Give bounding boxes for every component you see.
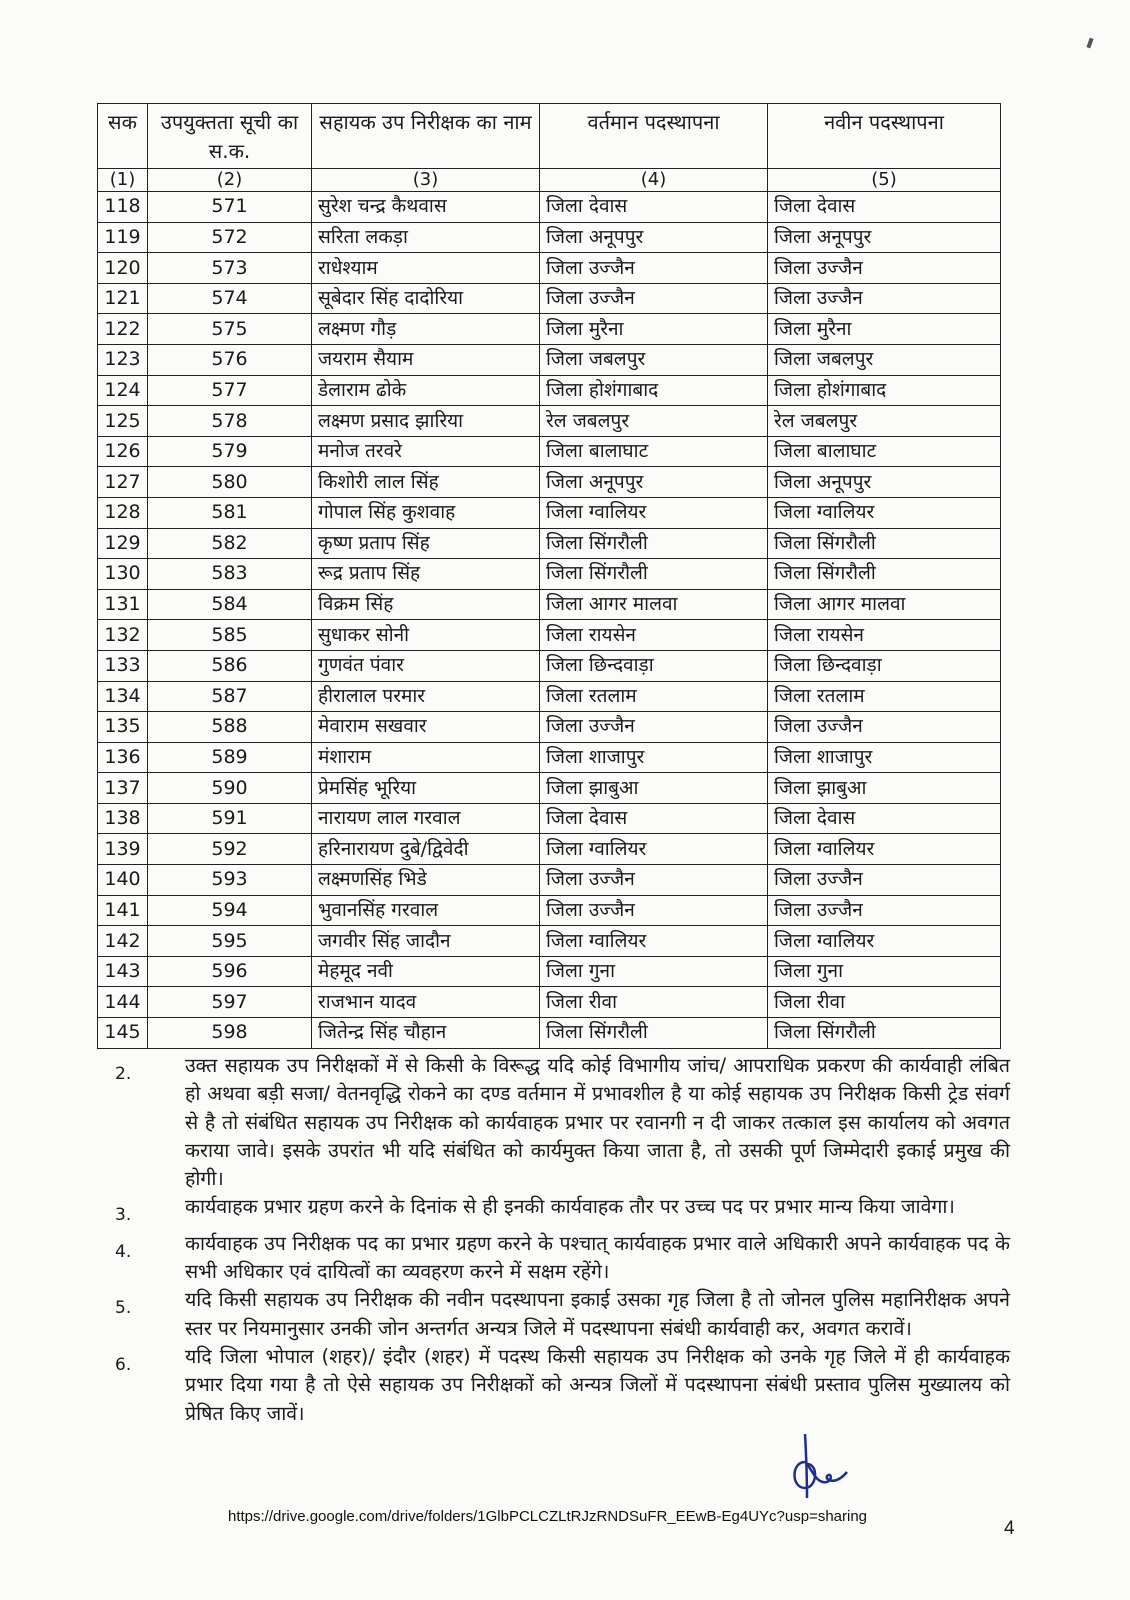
- cell-name: किशोरी लाल सिंह: [312, 467, 540, 498]
- cell-new-posting: जिला सिंगरौली: [768, 528, 1001, 559]
- paragraph-number: 3.: [115, 1205, 132, 1226]
- cell-current-posting: जिला उज्जैन: [540, 865, 768, 896]
- instructions-section: [115, 1052, 1010, 1428]
- table-header-row: [98, 104, 1001, 169]
- cell-new-posting: जिला उज्जैन: [768, 712, 1001, 743]
- cell-name: सुधाकर सोनी: [312, 620, 540, 651]
- paragraph-number: 2.: [115, 1064, 132, 1084]
- cell-name: गुणवंत पंवार: [312, 650, 540, 681]
- page-number: 4: [1004, 1518, 1015, 1539]
- cell-new-posting: जिला जबलपुर: [768, 344, 1001, 375]
- cell-new-posting: जिला रतलाम: [768, 681, 1001, 712]
- cell-new-posting: जिला ग्वालियर: [768, 497, 1001, 528]
- cell-current-posting: जिला रीवा: [540, 987, 768, 1018]
- cell-serial: 120: [98, 253, 148, 284]
- cell-serial: 138: [98, 803, 148, 834]
- table-row: [98, 344, 1001, 375]
- table-row: [98, 773, 1001, 804]
- cell-name: सरिता लकड़ा: [312, 222, 540, 253]
- cell-list-no: 589: [148, 742, 312, 773]
- table-row: [98, 620, 1001, 651]
- table-body: [98, 192, 1001, 1049]
- cell-name: मंशाराम: [312, 742, 540, 773]
- cell-new-posting: जिला आगर मालवा: [768, 589, 1001, 620]
- cell-serial: 137: [98, 773, 148, 804]
- cell-current-posting: जिला शाजापुर: [540, 742, 768, 773]
- scan-mark: [1086, 38, 1093, 49]
- cell-list-no: 593: [148, 865, 312, 896]
- cell-serial: 119: [98, 222, 148, 253]
- table-row: [98, 559, 1001, 590]
- instruction-paragraph: [115, 1052, 1010, 1193]
- cell-current-posting: जिला ग्वालियर: [540, 926, 768, 957]
- cell-current-posting: जिला सिंगरौली: [540, 528, 768, 559]
- cell-current-posting: जिला ग्वालियर: [540, 834, 768, 865]
- cell-name: जगवीर सिंह जादौन: [312, 926, 540, 957]
- table-row: [98, 865, 1001, 896]
- cell-name: हरिनारायण दुबे/द्विवेदी: [312, 834, 540, 865]
- cell-name: जयराम सैयाम: [312, 344, 540, 375]
- cell-serial: 131: [98, 589, 148, 620]
- cell-serial: 142: [98, 926, 148, 957]
- cell-name: राजभान यादव: [312, 987, 540, 1018]
- cell-name: लक्ष्मणसिंह भिडे: [312, 865, 540, 896]
- cell-new-posting: जिला छिन्दवाड़ा: [768, 650, 1001, 681]
- cell-list-no: 581: [148, 497, 312, 528]
- cell-current-posting: जिला देवास: [540, 803, 768, 834]
- cell-current-posting: जिला अनूपपुर: [540, 222, 768, 253]
- cell-name: सुरेश चन्द्र कैथवास: [312, 192, 540, 223]
- cell-new-posting: जिला झाबुआ: [768, 773, 1001, 804]
- header-current-posting: वर्तमान पदस्थापना: [540, 104, 768, 169]
- cell-list-no: 596: [148, 956, 312, 987]
- table-row: [98, 436, 1001, 467]
- cell-list-no: 578: [148, 406, 312, 437]
- cell-new-posting: जिला मुरैना: [768, 314, 1001, 345]
- table-row: [98, 528, 1001, 559]
- table-row: [98, 283, 1001, 314]
- paragraph-text: कार्यवाहक उप निरीक्षक पद का प्रभार ग्रहण करने के पश्चात् कार्यवाहक प्रभार वाले अधिकारी अपने कार्यवाहक पद के सभी अधिकार एवं दायित्वों का व्यवहरण करने में सक्षम रहेंगे।: [185, 1231, 1010, 1284]
- cell-serial: 134: [98, 681, 148, 712]
- table-row: [98, 926, 1001, 957]
- paragraph-number: 5.: [115, 1298, 132, 1319]
- cell-name: हीरालाल परमार: [312, 681, 540, 712]
- cell-list-no: 582: [148, 528, 312, 559]
- table-row: [98, 650, 1001, 681]
- cell-serial: 145: [98, 1018, 148, 1049]
- cell-list-no: 571: [148, 192, 312, 223]
- table-row: [98, 314, 1001, 345]
- header-suitability-list-no: उपयुक्तता सूची का स.क.: [148, 104, 312, 169]
- cell-serial: 140: [98, 865, 148, 896]
- table-row: [98, 406, 1001, 437]
- cell-name: गोपाल सिंह कुशवाह: [312, 497, 540, 528]
- cell-serial: 133: [98, 650, 148, 681]
- cell-serial: 128: [98, 497, 148, 528]
- cell-new-posting: जिला होशंगाबाद: [768, 375, 1001, 406]
- cell-current-posting: रेल जबलपुर: [540, 406, 768, 437]
- cell-new-posting: जिला अनूपपुर: [768, 467, 1001, 498]
- cell-current-posting: जिला रायसेन: [540, 620, 768, 651]
- header-new-posting: नवीन पदस्थापना: [768, 104, 1001, 169]
- cell-serial: 123: [98, 344, 148, 375]
- table-row: [98, 712, 1001, 743]
- instruction-paragraph: [115, 1230, 1010, 1287]
- cell-name: राधेश्याम: [312, 253, 540, 284]
- table-row: [98, 895, 1001, 926]
- instruction-paragraph: [115, 1286, 1010, 1343]
- cell-list-no: 583: [148, 559, 312, 590]
- table-row: [98, 803, 1001, 834]
- cell-new-posting: जिला रायसेन: [768, 620, 1001, 651]
- cell-new-posting: जिला गुना: [768, 956, 1001, 987]
- cell-name: डेलाराम ढोके: [312, 375, 540, 406]
- drive-link[interactable]: https://drive.google.com/drive/folders/1GlbPCLCZLtRJzRNDSuFR_EEwB-Eg4UYc?usp=sharing: [228, 1508, 868, 1525]
- table-row: [98, 1018, 1001, 1049]
- cell-new-posting: जिला शाजापुर: [768, 742, 1001, 773]
- paragraph-text: उक्त सहायक उप निरीक्षकों में से किसी के विरूद्ध यदि कोई विभागीय जांच/ आपराधिक प्रकरण की कार्यवाही लंबित हो अथवा बड़ी सजा/ वेतनवृद्धि रोकने का दण्ड वर्तमान में प्रभावशील है या कोई सहायक उप निरीक्षक किसी ट्रेड संवर्ग से है तो संबंधित सहायक उप निरीक्षक को कार्यवाहक प्रभार पर रवानगी न दी जाकर तत्काल इस कार्यालय को अवगत कराया जावे। इसके उपरांत भी यदि संबंधित को कार्यमुक्त किया जाता है, तो उसकी पूर्ण जिम्मेदारी इकाई प्रमुख की होगी।: [185, 1054, 1010, 1191]
- instruction-paragraph: [115, 1193, 1010, 1229]
- paragraph-text: यदि किसी सहायक उप निरीक्षक की नवीन पदस्थापना इकाई उसका गृह जिला है तो जोनल पुलिस महानिरीक्षक अपने स्तर पर नियमानुसार उनकी जोन अन्तर्गत अन्यत्र जिले में पदस्थापना संबंधी कार्यवाही कर, अवगत करावें।: [185, 1288, 1010, 1340]
- cell-list-no: 577: [148, 375, 312, 406]
- cell-current-posting: जिला सिंगरौली: [540, 559, 768, 590]
- cell-list-no: 580: [148, 467, 312, 498]
- table-row: [98, 956, 1001, 987]
- cell-name: मेहमूद नवी: [312, 956, 540, 987]
- paragraph-number: 6.: [115, 1354, 132, 1375]
- cell-name: जितेन्द्र सिंह चौहान: [312, 1018, 540, 1049]
- header-asi-name: सहायक उप निरीक्षक का नाम: [312, 104, 540, 169]
- table-row: [98, 681, 1001, 712]
- cell-list-no: 573: [148, 253, 312, 284]
- cell-name: विक्रम सिंह: [312, 589, 540, 620]
- column-number-row: [98, 169, 1001, 192]
- table-row: [98, 589, 1001, 620]
- cell-name: लक्ष्मण प्रसाद झारिया: [312, 406, 540, 437]
- cell-list-no: 579: [148, 436, 312, 467]
- column-number: (2): [148, 169, 312, 192]
- cell-current-posting: जिला जबलपुर: [540, 344, 768, 375]
- cell-new-posting: जिला सिंगरौली: [768, 1018, 1001, 1049]
- cell-new-posting: जिला रीवा: [768, 987, 1001, 1018]
- cell-list-no: 590: [148, 773, 312, 804]
- cell-current-posting: जिला झाबुआ: [540, 773, 768, 804]
- cell-new-posting: जिला सिंगरौली: [768, 559, 1001, 590]
- cell-serial: 143: [98, 956, 148, 987]
- cell-name: भुवानसिंह गरवाल: [312, 895, 540, 926]
- cell-list-no: 584: [148, 589, 312, 620]
- cell-new-posting: जिला ग्वालियर: [768, 926, 1001, 957]
- cell-current-posting: जिला रतलाम: [540, 681, 768, 712]
- cell-list-no: 597: [148, 987, 312, 1018]
- cell-list-no: 587: [148, 681, 312, 712]
- cell-list-no: 586: [148, 650, 312, 681]
- cell-new-posting: जिला देवास: [768, 803, 1001, 834]
- cell-name: सूबेदार सिंह दादोरिया: [312, 283, 540, 314]
- table-row: [98, 467, 1001, 498]
- cell-current-posting: जिला बालाघाट: [540, 436, 768, 467]
- cell-serial: 130: [98, 559, 148, 590]
- table-row: [98, 253, 1001, 284]
- cell-current-posting: जिला मुरैना: [540, 314, 768, 345]
- cell-list-no: 575: [148, 314, 312, 345]
- cell-new-posting: जिला देवास: [768, 192, 1001, 223]
- cell-list-no: 594: [148, 895, 312, 926]
- table-row: [98, 742, 1001, 773]
- cell-new-posting: जिला उज्जैन: [768, 283, 1001, 314]
- cell-current-posting: जिला ग्वालियर: [540, 497, 768, 528]
- cell-serial: 122: [98, 314, 148, 345]
- cell-list-no: 598: [148, 1018, 312, 1049]
- cell-list-no: 572: [148, 222, 312, 253]
- table-row: [98, 834, 1001, 865]
- cell-list-no: 595: [148, 926, 312, 957]
- cell-serial: 129: [98, 528, 148, 559]
- cell-list-no: 592: [148, 834, 312, 865]
- cell-list-no: 576: [148, 344, 312, 375]
- table-row: [98, 987, 1001, 1018]
- cell-current-posting: जिला सिंगरौली: [540, 1018, 768, 1049]
- cell-list-no: 585: [148, 620, 312, 651]
- cell-current-posting: जिला गुना: [540, 956, 768, 987]
- cell-current-posting: जिला आगर मालवा: [540, 589, 768, 620]
- cell-name: लक्ष्मण गौड़: [312, 314, 540, 345]
- cell-current-posting: जिला अनूपपुर: [540, 467, 768, 498]
- cell-serial: 139: [98, 834, 148, 865]
- cell-new-posting: रेल जबलपुर: [768, 406, 1001, 437]
- cell-serial: 124: [98, 375, 148, 406]
- cell-serial: 135: [98, 712, 148, 743]
- cell-list-no: 588: [148, 712, 312, 743]
- cell-serial: 126: [98, 436, 148, 467]
- paragraph-number: 4.: [115, 1241, 132, 1262]
- signature: [783, 1432, 853, 1504]
- cell-new-posting: जिला अनूपपुर: [768, 222, 1001, 253]
- cell-new-posting: जिला बालाघाट: [768, 436, 1001, 467]
- cell-serial: 136: [98, 742, 148, 773]
- table-row: [98, 375, 1001, 406]
- cell-serial: 141: [98, 895, 148, 926]
- table-row: [98, 497, 1001, 528]
- column-number: (5): [768, 169, 1001, 192]
- column-number: (1): [98, 169, 148, 192]
- cell-current-posting: जिला उज्जैन: [540, 895, 768, 926]
- cell-serial: 125: [98, 406, 148, 437]
- cell-name: प्रेमसिंह भूरिया: [312, 773, 540, 804]
- cell-serial: 144: [98, 987, 148, 1018]
- paragraph-text: यदि जिला भोपाल (शहर)/ इंदौर (शहर) में पदस्थ किसी सहायक उप निरीक्षक को उनके गृह जिले में ही कार्यवाहक प्रभार दिया गया है तो ऐसे सहायक उप निरीक्षकों को अन्यत्र जिलों में पदस्थापना संबंधी प्रस्ताव पुलिस मुख्यालय को प्रेषित किए जावें।: [185, 1344, 1010, 1425]
- cell-current-posting: जिला उज्जैन: [540, 712, 768, 743]
- table-row: [98, 222, 1001, 253]
- cell-serial: 121: [98, 283, 148, 314]
- cell-name: नारायण लाल गरवाल: [312, 803, 540, 834]
- cell-new-posting: जिला उज्जैन: [768, 895, 1001, 926]
- cell-serial: 127: [98, 467, 148, 498]
- cell-new-posting: जिला ग्वालियर: [768, 834, 1001, 865]
- cell-name: रूद्र प्रताप सिंह: [312, 559, 540, 590]
- cell-current-posting: जिला देवास: [540, 192, 768, 223]
- cell-list-no: 574: [148, 283, 312, 314]
- paragraph-text: कार्यवाहक प्रभार ग्रहण करने के दिनांक से ही इनकी कार्यवाहक तौर पर उच्च पद पर प्रभार मान्य किया जावेगा।: [185, 1195, 955, 1219]
- cell-current-posting: जिला उज्जैन: [540, 283, 768, 314]
- cell-new-posting: जिला उज्जैन: [768, 865, 1001, 896]
- transfer-table: [97, 103, 1001, 1049]
- header-serial: सक: [98, 104, 148, 169]
- cell-list-no: 591: [148, 803, 312, 834]
- cell-current-posting: जिला छिन्दवाड़ा: [540, 650, 768, 681]
- cell-name: मनोज तरवरे: [312, 436, 540, 467]
- column-number: (4): [540, 169, 768, 192]
- column-number: (3): [312, 169, 540, 192]
- cell-name: कृष्ण प्रताप सिंह: [312, 528, 540, 559]
- cell-serial: 132: [98, 620, 148, 651]
- instruction-paragraph: [115, 1343, 1010, 1428]
- cell-current-posting: जिला होशंगाबाद: [540, 375, 768, 406]
- cell-current-posting: जिला उज्जैन: [540, 253, 768, 284]
- cell-new-posting: जिला उज्जैन: [768, 253, 1001, 284]
- cell-serial: 118: [98, 192, 148, 223]
- table-row: [98, 192, 1001, 223]
- cell-name: मेवाराम सखवार: [312, 712, 540, 743]
